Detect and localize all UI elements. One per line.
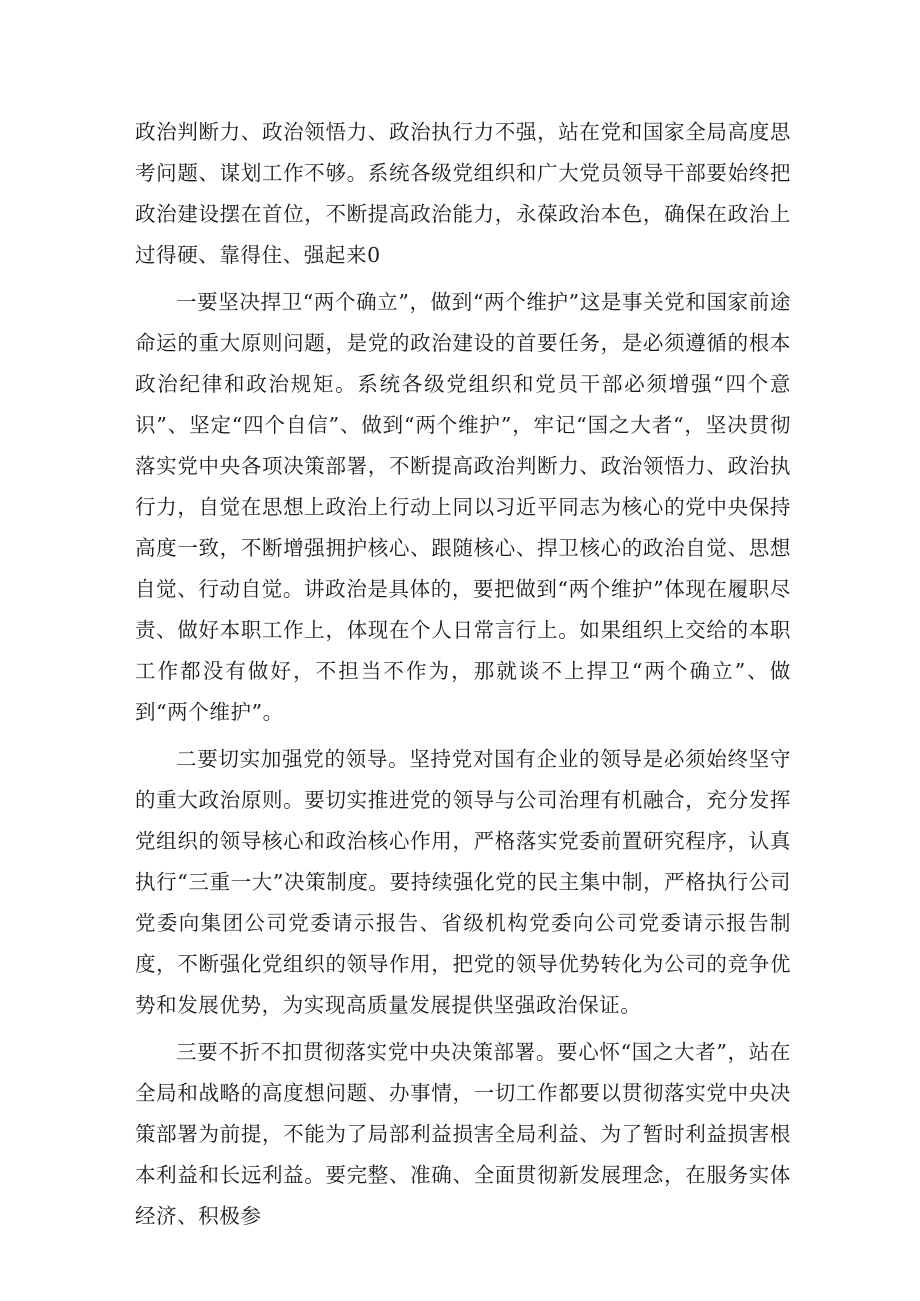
paragraph-point-one: 一要坚决捍卫“两个确立”，做到“两个维护”这是事关党和国家前途命运的重大原则问题，是党的政治建设的首要任务，是必须遵循的根本政治纪律和政治规矩。系统各级党组织和党员干部必须增强“四个意识”、坚定“四个自信”、做到“两个维护”，牢记“国之大者“，坚决贯彻落实党中央各项决策部署，不断提高政治判断力、政治领悟力、政治执行力，自觉在思想上政治上行动上同以习近平同志为核心的党中央保持高度一致，不断增强拥护核心、跟随核心、捍卫核心的政治自觉、思想自觉、行动自觉。讲政治是具体的，要把做到“两个维护”体现在履职尽责、做好本职工作上，体现在个人日常言行上。如果组织上交给的本职工作都没有做好，不担当不作为，那就谈不上捍卫“两个确立”、做到“两个维护”。 (135, 290, 791, 724)
paragraph-continuation: 政治判断力、政治领悟力、政治执行力不强，站在党和国家全局高度思考问题、谋划工作不够。系统各级党组织和广大党员领导干部要始终把政治建设摆在首位，不断提高政治能力，永葆政治本色，确保在政治上过得硬、靠得住、强起来0 (135, 120, 791, 267)
document-body (135, 112, 791, 1243)
paragraph-point-two: 二要切实加强党的领导。坚持党对国有企业的领导是必须始终坚守的重大政治原则。要切实推进党的领导与公司治理有机融合，充分发挥党组织的领导核心和政治核心作用，严格落实党委前置研究程序，认真执行“三重一大”决策制度。要持续强化党的民主集中制，严格执行公司党委向集团公司党委请示报告、省级机构党委向公司党委请示报告制度，不断强化党组织的领导作用，把党的领导优势转化为公司的竞争优势和发展优势，为实现高质量发展提供坚强政治保证。 (135, 747, 791, 1017)
paragraph-point-three: 三要不折不扣贯彻落实党中央决策部署。要心怀“国之大者”，站在全局和战略的高度想问题、办事情，一切工作都要以贯彻落实党中央决策部署为前提，不能为了局部利益损害全局利益、为了暂时利益损害根本利益和长远利益。要完整、准确、全面贯彻新发展理念，在服务实体经济、积极参 (135, 1040, 791, 1228)
